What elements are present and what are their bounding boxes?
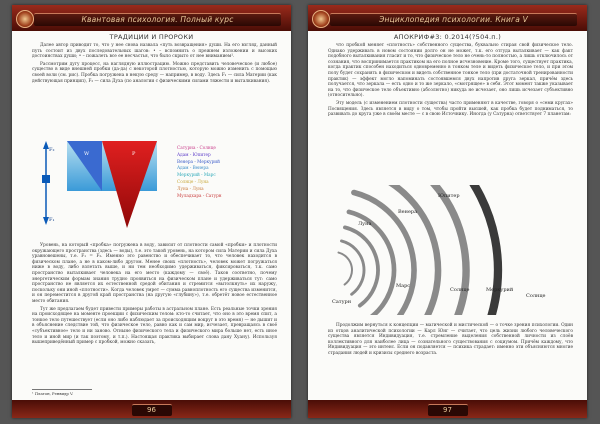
paragraph: Тут же предлагаем будет привести примеры работы в астральном плане. Есть реальные точки зрения на происходящее на моменте проекции с физическим телом: кто-то считает, что оно в это время спит, а тонкое тело путешествует (если оно либо наблюдает за происходящим вокруг в это время) — не дышит и в объяснение следствие той, что физическое тело, равно как и сам мир, исчезает, превращаясь в своё «субъективное» тело и ни заново. Отныне физического тела и физического мира больше нет, есть иное тело и иной мир (и так поэтому, и т.п.). Настоящая практика выбирает слова дану Хуану). Используя вышеприведённый пример с пробкой, можно сказать, xyxy=(32,306,277,346)
book-logo-icon xyxy=(16,10,34,28)
planet-label: Сатурн xyxy=(332,299,352,305)
f2-label: F₂ xyxy=(49,147,55,153)
right-page xyxy=(308,5,587,418)
right-page-header xyxy=(308,5,587,31)
left-page-footer xyxy=(12,400,291,418)
legend-entry: Солнце - Луна xyxy=(177,178,209,184)
planet-label: Венера xyxy=(398,209,418,215)
planet-legend xyxy=(177,145,222,199)
footnote: ¹ Платон, Ренвидр V. xyxy=(32,391,74,396)
paragraph: Эту модель (с изменением плотности существа) часто применяют в качестве, говоря о «семи кругах» Посвящения. Здесь является в виду о том, чтобы пройти высшей, как пробка будет подниматься, то развивать до круга уже в своём месте — с в свою Источнику. Иногда (у Сатурна) ответствует 7 планетам: xyxy=(328,100,573,118)
right-body-top xyxy=(328,43,573,120)
left-page-number: 96 xyxy=(132,404,172,416)
sphere-arc xyxy=(349,212,394,315)
left-body-bottom xyxy=(32,243,277,348)
right-page-subtitle: АПОКРИФ#3: 0.2014(?504.п.) xyxy=(393,33,502,41)
left-header-title: Квантовая психология. Полный курс xyxy=(34,13,281,26)
right-page-footer xyxy=(308,400,587,418)
planet-label: Солнце xyxy=(450,287,470,293)
legend-entry: Меркурий - Марс xyxy=(177,172,216,178)
legend-entry: Адам - Венера xyxy=(177,165,209,171)
p-label: P xyxy=(132,151,136,157)
planet-label: Солнце xyxy=(526,293,546,299)
sphere-arc xyxy=(345,227,378,305)
paragraph: Далее автор приводит то, что у нее снова назвала «путь возвращения» души. На его взгляд, данный путь состоит из двух последовательных шагов: • – вспомнить о прежнем изложении и высоких достоинствах души; • – пожалеть все ее несчастья, что было скрыто от нее вниманием¹. xyxy=(32,43,277,60)
left-body-top xyxy=(32,43,277,86)
right-body-bottom xyxy=(328,323,573,359)
planet-label: Меркурий xyxy=(486,287,514,293)
f1-label: F₁ xyxy=(49,217,55,223)
legend-entry: Адам - Юпитер xyxy=(177,151,211,157)
legend-entry: Луна - Луна xyxy=(177,185,204,191)
paragraph: Продолжим вернуться к концепции — магической и мистической — о точке зрения психологии. Один из отцов аналитической психологии — Карл Юнг — считает, что цель жизни любого человеческого существа является Индивидуация, т.е. стремление выделения собственной личности из слоёв коллективного для наиболее лица — сознательного существования с социумом. Причём каждому, что Индивидуация — это интенс. Если он подавляется — психика страдает: именно эти объясняются многие страдания людей и кризисы среднего возраста. xyxy=(328,323,573,356)
paragraph: что пробкой меняет «плотность» собственного существа, буквально стирая свой физическое тело. Однако удерживать в новом состоянии долго он не может, т.к. его отгуда выталкивает — как факт подобного выталкивания гласит и то, что физическое тело не очень-то полностью, а лишь отключилось от сознания, что воспринимается практиком на его полное исчезновение. Кроме того, существует практика, когда практик способен находиться одновременно в тонком теле и видеть физическое тело, и при этом полу будет сохранять в физическом и видеть собственное тонкое тело (при достаточной тренированности практик) — эффект могло напоминать состоявшемся двух напротив друга зеркал, причём здесь получается, что зеркала — есть одно и то же зеркало, «смотрящее» в себя. Этот момент также указывает на то, что физическое тело объективно (абсолютно) никуда не исчезает, оно лишь исчезает субъективно (относительно). xyxy=(328,43,573,99)
legend-entry: Венера - Меркурий xyxy=(177,158,220,164)
legend-entry: Сатурна - Солнце xyxy=(177,145,216,150)
legend-entry: Муладхара - Сатурн xyxy=(177,192,222,198)
paragraph: Рассмотрим дугу процесс, на наглядную иллюстрацию. Можно представить человеческое (и любое) существо в виде внешней пробки (да-да) с некоторой плотностью, которую можно изменить с помощью своей воли (см. рис). Пробка погружена в некую среду — например, в воду. Здесь F₁ — сила Материи (как действующая принцип), F₂ — сила Духа (по аналогии с физическими силами тяжести и выталкивания). xyxy=(32,61,277,84)
planetary-spheres-diagram xyxy=(326,185,574,315)
sphere-arc xyxy=(338,253,352,285)
footnote-divider xyxy=(32,389,92,390)
right-page-number: 97 xyxy=(428,404,468,416)
paragraph: Уровень, на который «пробка» погружена в воду, зависит от плотности самой «пробки» и плотности окружающего пространства (здесь — воды), т.е. это такой уровень, на котором сила Материи и сила Духа уравновешены, т.е. F₁ = F₂. Именно это равенство и обеспечивает то, что человек находится в физическом плане, а не в каком-либо другом. Менее своих «плотность», человек может погружаться ниже в воду, либо взлетать выше, и ни тем необходимо удерживаться, фиксироваться, т.к. само пространство выталкивает человека на его место (каждому — своё). Таков соответно, почему энергетическим формам знания трудно проявиться на физическом плане и удерживаться тут: само пространство не является их естественной средой обитания и стремится «вытолкнуть» их наружу, поскольку они иной «плотности». Когда человек умрет — сумма равноплотность его существа изменится, и он переместится в другой край пространства (на другую «глубину»), т.е. обретёт новое естественное место обитания. xyxy=(32,243,277,304)
w-label: W xyxy=(84,151,90,157)
left-page xyxy=(12,5,291,418)
book-logo-icon xyxy=(312,10,330,28)
planet-label: Юпитер xyxy=(438,193,460,199)
left-page-header xyxy=(12,5,291,31)
cork-forces-figure xyxy=(32,133,277,238)
left-page-subtitle: ТРАДИЦИИ И ПРОРОКИ xyxy=(109,33,194,41)
right-header-title: Энциклопедия психологии. Книга V xyxy=(330,13,577,26)
cork-block xyxy=(42,175,50,183)
planet-label: Марс xyxy=(396,283,411,289)
planet-label: Луна xyxy=(358,221,372,227)
